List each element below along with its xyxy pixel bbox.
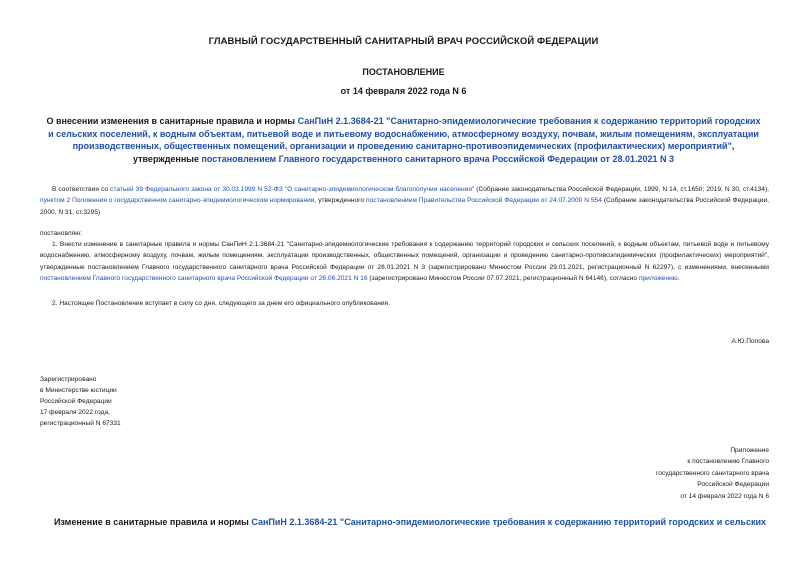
decree-word: постановляю: [40, 230, 83, 237]
document-date-number: от 14 февраля 2022 года N 6 [340, 86, 467, 96]
amendment-decree-link[interactable]: постановлением Главного государственного санитарного врача Российской Федерации от 26.06.2021 N 16 [40, 275, 368, 283]
title-prefix: О внесении изменения в санитарные правила и нормы [46, 116, 298, 126]
item-2-paragraph: 2. Настоящее Постановление вступает в силу со дня, следующего за днем его официального опубликования. [52, 300, 390, 307]
regulation-point-link[interactable]: пунктом 2 Положения о государственном санитарно-эпидемиологическом нормировании [40, 197, 315, 205]
registration-line: регистрационный N 67331 [40, 420, 121, 427]
appendix-line: Приложение [730, 447, 769, 454]
federal-law-link[interactable]: статьей 39 Федерального закона от 30.03.1999 N 52-ФЗ "О санитарно-эпидемиологическом благополучии населения" [110, 186, 475, 193]
item1-text-2: (зарегистрировано Минюстом России 29.01.2021, регистрационный N 62297), с изменениями, внесенными [425, 263, 769, 271]
preamble-text-2: (Собрание законодательства Российской Федерации, 1999, N 14, ст.1650; 2019, N 30, ст.4134), [474, 186, 769, 193]
signatory-name: А.Ю.Попова [731, 338, 769, 345]
registration-line: Российской Федерации [40, 398, 112, 405]
appendix-title [40, 517, 780, 527]
appendix-sanpin-link[interactable]: СанПиН 2.1.3684-21 "Санитарно-эпидемиологические требования к содержанию территорий городских и сельских [251, 517, 767, 527]
registration-line: 17 февраля 2022 года, [40, 409, 110, 416]
appendix-line: к постановлению Главного [687, 458, 769, 466]
government-decree-link[interactable]: постановлением Правительства Российской Федерации от 24.07.2000 N 554 [366, 197, 602, 205]
registration-line: Зарегистрировано [40, 376, 97, 383]
item1-text-3: (зарегистрировано Минюстом России 07.07.2021, регистрационный N 64146), согласно [367, 275, 639, 283]
appendix-line: от 14 февраля 2022 года N 6 [680, 492, 769, 500]
registration-line: в Министерстве юстиции [40, 387, 117, 394]
registration-block [40, 374, 240, 429]
preamble-text-1: В соответствии со [52, 186, 111, 193]
preamble-paragraph [40, 184, 769, 218]
document-title [44, 115, 763, 165]
item1-text-1: 1. Внести изменение в санитарные правила и нормы СанПиН 2.1.3684-21 "Санитарно-эпидемиологические требования к содержанию территорий городских и сельских поселений, к водным объектам, питьевой воде и питьевому водоснабжению, атмосферному воздуху, почвам, жилым помещениям, эксплуатации производственных, общественных помещений, организации и проведению санитарно-противоэпидемических (профилактических) мероприятий", утвержденные постановлением Главного государственного санитарного врача Российской Федерации от [40, 241, 769, 271]
title-middle: , утвержденные [133, 141, 735, 164]
preamble-text-3: , утвержденного [314, 197, 367, 205]
appendix-title-prefix: Изменение в санитарные правила и нормы [53, 517, 252, 527]
issuing-authority: ГЛАВНЫЙ ГОСУДАРСТВЕННЫЙ САНИТАРНЫЙ ВРАЧ РОССИЙСКОЙ ФЕДЕРАЦИИ [208, 36, 599, 47]
appendix-line: государственного санитарного врача [655, 469, 769, 477]
item1-text-4: . [677, 275, 680, 283]
appendix-header [560, 445, 769, 502]
decree-2021-link[interactable]: постановлением Главного государственного санитарного врача Российской Федерации от 28.01.2021 N 3 [201, 153, 674, 164]
document-type: ПОСТАНОВЛЕНИЕ [362, 67, 445, 77]
appendix-link[interactable]: приложению [638, 275, 678, 283]
preamble-text-4: (Собрание законодательства Российской Федерации, 2000, N 31, ст.3295) [40, 197, 769, 216]
item-1-paragraph [40, 239, 769, 285]
sanpin-title-link[interactable]: СанПиН 2.1.3684-21 "Санитарно-эпидемиологические требования к содержанию территорий городских и сельских поселений, к водным объектам, питьевой воде и питьевому водоснабжению, атмосферному воздуху, почвам, жилым помещениям, эксплуатации производственных, общественных помещений, организации и проведению санитарно-противоэпидемических (профилактических) мероприятий" [48, 116, 761, 152]
item1-date-number: 28.01.2021 N 3 [377, 263, 426, 271]
appendix-line: Российской Федерации [697, 481, 769, 489]
